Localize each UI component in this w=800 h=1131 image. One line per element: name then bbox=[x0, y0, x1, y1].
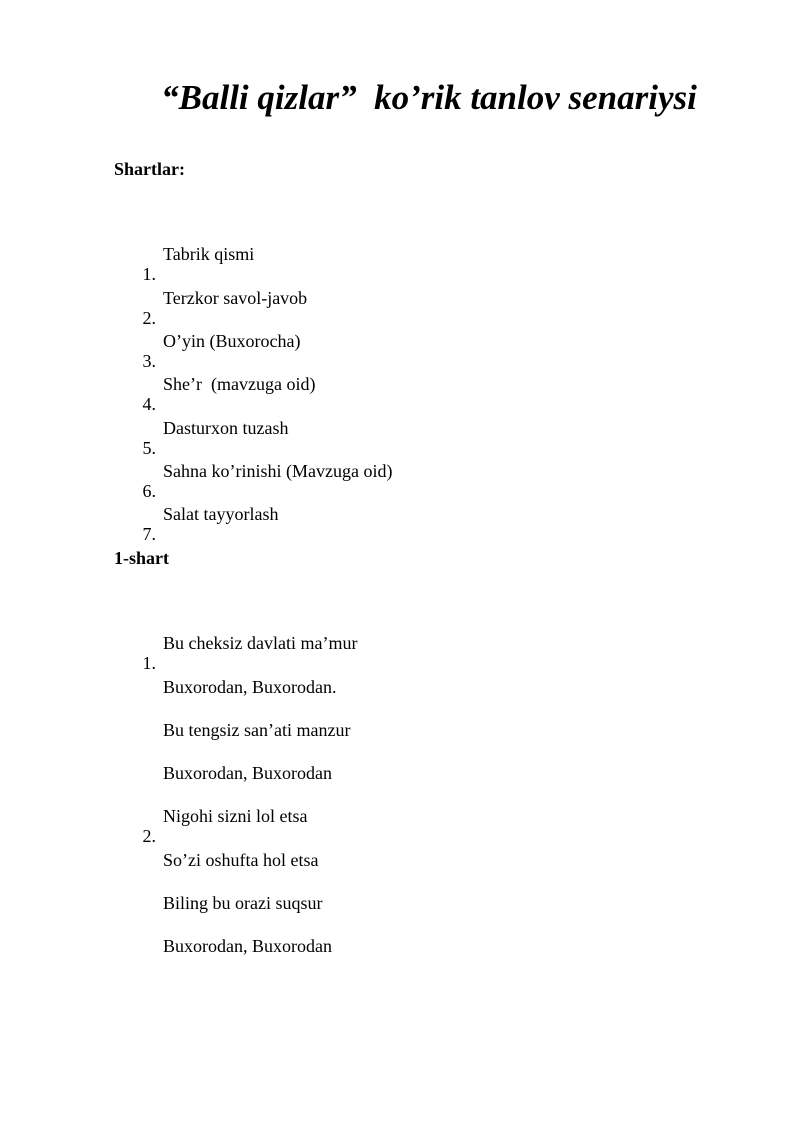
section-heading-shartlar: Shartlar: bbox=[114, 159, 185, 179]
list-item-text: Dasturxon tuzash bbox=[163, 418, 289, 438]
list-item-text: Salat tayyorlash bbox=[163, 504, 279, 524]
list-item-text: She’r (mavzuga oid) bbox=[163, 374, 316, 394]
verse-line: Biling bu orazi suqsur bbox=[163, 893, 323, 913]
list-item-text: O’yin (Buxorocha) bbox=[163, 331, 301, 351]
list-item-text: Tabrik qismi bbox=[163, 244, 255, 264]
verse-line: Bu cheksiz davlati ma’mur bbox=[163, 633, 358, 653]
list-item-text: Terzkor savol-javob bbox=[163, 288, 308, 308]
list-item-number: 1. bbox=[142, 264, 156, 284]
verse-line: Bu tengsiz san’ati manzur bbox=[163, 720, 351, 740]
section-heading-1-shart: 1-shart bbox=[114, 548, 169, 568]
list-item-number: 6. bbox=[142, 481, 156, 501]
verse-line: Buxorodan, Buxorodan. bbox=[163, 677, 337, 697]
list-item-number: 5. bbox=[142, 438, 156, 458]
verse-number: 1. bbox=[142, 653, 156, 673]
verse-line: Nigohi sizni lol etsa bbox=[163, 806, 308, 826]
verse-number: 2. bbox=[142, 826, 156, 846]
document-title: “Balli qizlar” ko’rik tanlov senariysi bbox=[161, 78, 697, 117]
list-item bbox=[114, 504, 279, 584]
verse-line: So’zi oshufta hol etsa bbox=[163, 850, 319, 870]
list-item-text: Sahna ko’rinishi (Mavzuga oid) bbox=[163, 461, 393, 481]
list-item-number: 7. bbox=[142, 524, 156, 544]
list-item-number: 4. bbox=[142, 394, 156, 414]
list-item-number: 2. bbox=[142, 308, 156, 328]
verse-line: Buxorodan, Buxorodan bbox=[163, 936, 332, 956]
list-item-number: 3. bbox=[142, 351, 156, 371]
verse-line: Buxorodan, Buxorodan bbox=[163, 763, 332, 783]
